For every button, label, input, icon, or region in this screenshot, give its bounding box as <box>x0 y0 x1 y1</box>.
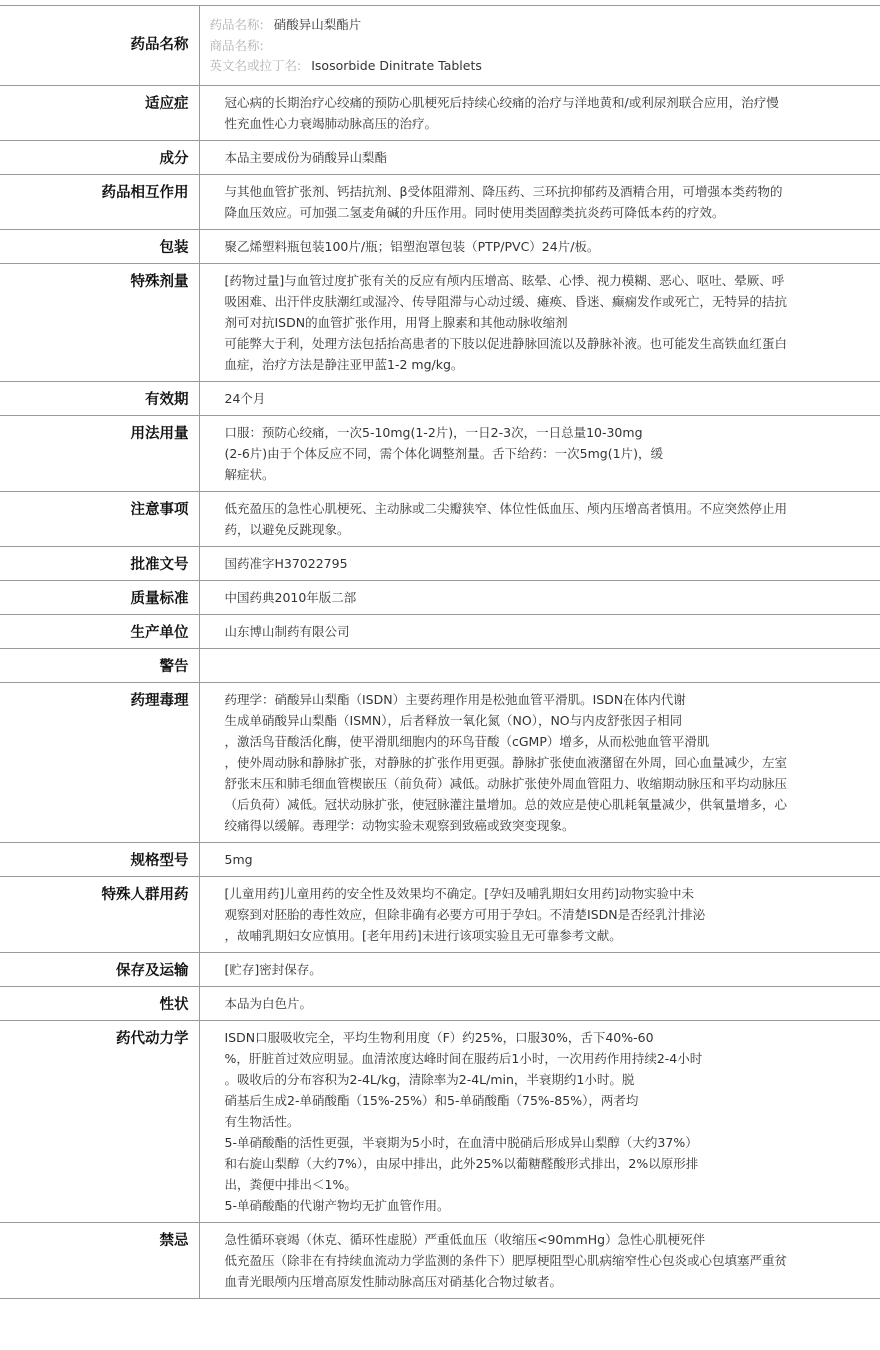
table-row <box>0 842 880 876</box>
row-value-text: [药物过量]与血管过度扩张有关的反应有颅内压增高、眩晕、心悸、视力模糊、恶心、呕吐、晕厥、呼吸困难、出汗伴皮肤潮红或湿冷、传导阻滞与心动过缓、瘫痪、昏迷、癫痫发作或死亡，无特异的拮抗剂可对抗ISDN的血管扩张作用，用肾上腺素和其他动脉收缩剂 <box>224 272 788 330</box>
row-value-text: 有生物活性。 <box>224 1113 300 1129</box>
english-name-value: Isosorbide Dinitrate Tablets <box>311 58 482 73</box>
row-value-text: 山东博山制药有限公司 <box>224 623 350 639</box>
table-row <box>0 682 880 842</box>
table-row <box>0 1222 880 1298</box>
table-row <box>0 263 880 381</box>
row-value-text: 国药准字H37022795 <box>224 555 348 571</box>
row-value-text: 和右旋山梨醇（大约7%），由尿中排出，此外25%以葡糖醛酸形式排出，2%以原形排 <box>224 1155 699 1171</box>
table-row <box>0 415 880 491</box>
trade-name-key: 商品名称: <box>209 37 264 53</box>
row-value <box>199 952 880 986</box>
row-value <box>199 229 880 263</box>
row-value-text: 低充盈压的急性心肌梗死、主动脉或二尖瓣狭窄、体位性低血压、颅内压增高者慎用。不应突然停止用药，以避免反跳现象。 <box>224 500 788 537</box>
row-value-text: (2-6片)由于个体反应不同，需个体化调整剂量。舌下给药：一次5mg(1片)，缓 <box>224 445 663 461</box>
row-value <box>199 174 880 229</box>
row-value <box>199 682 880 842</box>
generic-name-key: 药品名称: <box>209 17 264 32</box>
row-label: 成分 <box>0 140 199 174</box>
row-value-text: 本品主要成份为硝酸异山梨酯 <box>224 149 388 165</box>
table-row <box>0 648 880 682</box>
table-row <box>0 381 880 415</box>
row-value-text: 5-单硝酸酯的活性更强，半衰期为5小时，在血清中脱硝后形成异山梨醇（大约37%） <box>224 1134 698 1150</box>
row-label: 适应症 <box>0 85 199 140</box>
row-value-text: 可能弊大于利，处理方法包括抬高患者的下肢以促进静脉回流以及静脉补液。也可能发生高铁血红蛋白血症，治疗方法是静注亚甲蓝1-2 mg/kg。 <box>224 335 788 372</box>
row-value-text: ，激活鸟苷酸活化酶，使平滑肌细胞内的环鸟苷酸（cGMP）增多，从而松弛血管平滑肌 <box>224 733 710 749</box>
table-row <box>0 140 880 174</box>
row-value-text: 5-单硝酸酯的代谢产物均无扩血管作用。 <box>224 1197 450 1213</box>
row-label: 保存及运输 <box>0 952 199 986</box>
row-value-text: 解症状。 <box>224 466 275 482</box>
row-value <box>199 546 880 580</box>
row-label: 特殊人群用药 <box>0 876 199 952</box>
row-value-text: [儿童用药]儿童用药的安全性及效果均不确定。[孕妇及哺乳期妇女用药]动物实验中未 <box>224 885 695 901</box>
row-value-text: 生成单硝酸异山梨酯（ISMN），后者释放一氧化氮（NO），NO与内皮舒张因子相同 <box>224 712 683 728</box>
table-row <box>0 614 880 648</box>
table-row <box>0 491 880 546</box>
row-label: 包装 <box>0 229 199 263</box>
row-label: 药代动力学 <box>0 1020 199 1222</box>
row-value <box>199 491 880 546</box>
row-value-text: 中国药典2010年版二部 <box>224 589 357 605</box>
row-label: 特殊剂量 <box>0 263 199 381</box>
table-row <box>0 952 880 986</box>
row-value <box>199 263 880 381</box>
row-value-text: 24个月 <box>224 390 266 406</box>
table-row <box>0 580 880 614</box>
generic-name-line <box>210 15 791 36</box>
row-label: 性状 <box>0 986 199 1020</box>
row-label: 规格型号 <box>0 842 199 876</box>
english-name-line <box>210 56 791 77</box>
row-value <box>199 648 880 682</box>
table-row <box>0 546 880 580</box>
row-value-text: 低充盈压（除非在有持续血流动力学监测的条件下）肥厚梗阻型心肌病缩窄性心包炎或心包填塞严重贫血青光眼颅内压增高原发性肺动脉高压对硝基化合物过敏者。 <box>224 1252 788 1289</box>
row-value-text: 与其他血管扩张剂、钙拮抗剂、β受体阻滞剂、降压药、三环抗抑郁药及酒精合用，可增强本类药物的降血压效应。可加强二氢麦角碱的升压作用。同时使用类固醇类抗炎药可降低本药的疗效。 <box>224 183 783 220</box>
row-value <box>199 986 880 1020</box>
row-value <box>199 415 880 491</box>
row-label: 质量标准 <box>0 580 199 614</box>
row-label: 有效期 <box>0 381 199 415</box>
row-value-text: 5mg <box>224 851 253 867</box>
row-label: 批准文号 <box>0 546 199 580</box>
row-value-text: [贮存]密封保存。 <box>224 961 322 977</box>
row-label: 生产单位 <box>0 614 199 648</box>
row-value-text: 出，粪便中排出＜1%。 <box>224 1176 357 1192</box>
table-row <box>0 174 880 229</box>
table-row <box>0 876 880 952</box>
table-row <box>0 986 880 1020</box>
row-value <box>199 842 880 876</box>
row-value <box>199 1020 880 1222</box>
table-row-drug-name <box>0 6 880 86</box>
row-value-text: 聚乙烯塑料瓶包装100片/瓶；铝塑泡罩包装（PTP/PVC）24片/板。 <box>224 238 600 254</box>
table-row <box>0 85 880 140</box>
row-value <box>199 614 880 648</box>
table-row <box>0 229 880 263</box>
row-value <box>199 381 880 415</box>
row-value-text: 观察到对胚胎的毒性效应，但除非确有必要方可用于孕妇。不清楚ISDN是否经乳汁排泌 <box>224 906 706 922</box>
row-value <box>199 1222 880 1298</box>
row-value-text: 药理学：硝酸异山梨酯（ISDN）主要药理作用是松弛血管平滑肌。ISDN在体内代谢 <box>224 691 686 707</box>
row-value <box>199 85 880 140</box>
row-label: 注意事项 <box>0 491 199 546</box>
row-value-text: 本品为白色片。 <box>224 995 313 1011</box>
row-value-text <box>225 655 791 676</box>
row-label: 药品名称 <box>0 6 199 86</box>
row-value-text: 冠心病的长期治疗心绞痛的预防心肌梗死后持续心绞痛的治疗与洋地黄和/或利尿剂联合应用，治疗慢性充血性心力衰竭肺动脉高压的治疗。 <box>224 94 779 131</box>
row-value <box>199 6 880 86</box>
row-label: 药理毒理 <box>0 682 199 842</box>
row-value-text: 急性循环衰竭（休克、循环性虚脱）严重低血压（收缩压<90mmHg）急性心肌梗死伴 <box>224 1231 706 1247</box>
row-value-text: 。吸收后的分布容积为2-4L/kg，清除率为2-4L/min，半衰期约1小时。脱 <box>224 1071 635 1087</box>
row-value <box>199 876 880 952</box>
row-value-text: ，故哺乳期妇女应慎用。[老年用药]未进行该项实验且无可靠参考文献。 <box>224 927 622 943</box>
table-row <box>0 1020 880 1222</box>
drug-spec-table <box>0 5 880 1299</box>
row-label: 禁忌 <box>0 1222 199 1298</box>
row-value-text: ISDN口服吸收完全，平均生物利用度（F）约25%，口服30%，舌下40%-60 <box>224 1029 654 1045</box>
row-value-text: 口服：预防心绞痛，一次5-10mg(1-2片)，一日2-3次，一日总量10-30mg <box>224 424 643 440</box>
english-name-key: 英文名或拉丁名: <box>209 58 302 73</box>
trade-name-line <box>210 36 791 57</box>
row-label: 用法用量 <box>0 415 199 491</box>
row-label: 警告 <box>0 648 199 682</box>
row-label: 药品相互作用 <box>0 174 199 229</box>
row-value-text: ，使外周动脉和静脉扩张，对静脉的扩张作用更强。静脉扩张使血液潴留在外周，回心血量减少，左室舒张末压和肺毛细血管楔嵌压（前负荷）减低。动脉扩张使外周血管阻力、收缩期动脉压和平均动脉压（后负荷）减低。冠状动脉扩张，使冠脉灌注量增加。总的效应是使心肌耗氧量减少，供氧量增多，心绞痛得以缓解。毒理学：动物实验未观察到致癌或致突变现象。 <box>224 754 788 833</box>
generic-name-value: 硝酸异山梨酯片 <box>273 17 362 32</box>
row-value <box>199 580 880 614</box>
row-value-text: 硝基后生成2-单硝酸酯（15%-25%）和5-单硝酸酯（75%-85%），两者均 <box>224 1092 639 1108</box>
row-value <box>199 140 880 174</box>
row-value-text: %，肝脏首过效应明显。血清浓度达峰时间在服药后1小时，一次用药作用持续2-4小时 <box>224 1050 703 1066</box>
